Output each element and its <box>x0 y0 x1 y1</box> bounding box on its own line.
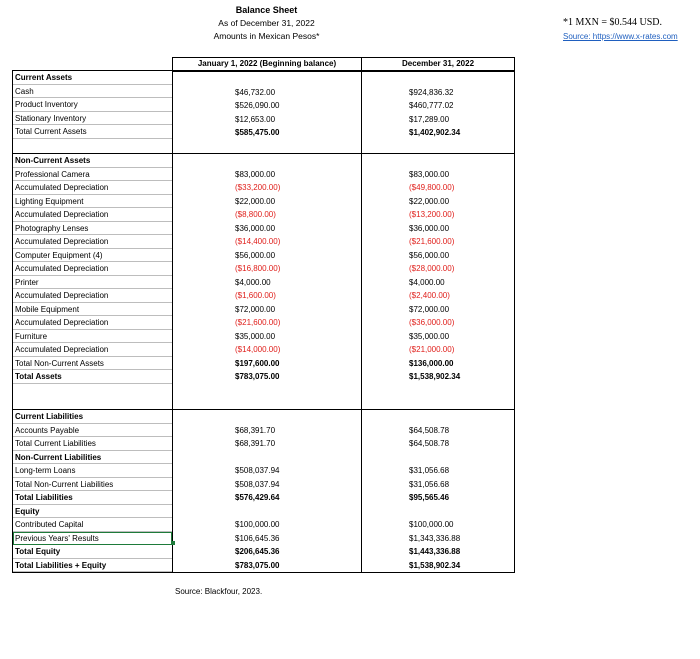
row-label-previous-years-results[interactable]: Previous Years' Results <box>13 532 172 546</box>
cell-b-non-current-liabilities[interactable] <box>362 451 514 465</box>
cell-a-accumulated-depreciation[interactable]: ($8,800.00) <box>235 210 276 219</box>
cell-a-product-inventory[interactable]: $526,090.00 <box>235 101 280 110</box>
row-label-current-liabilities[interactable]: Current Liabilities <box>13 410 172 424</box>
column-header-year-end: December 31, 2022 <box>362 58 514 71</box>
row-label-current-assets[interactable]: Current Assets <box>13 71 172 85</box>
column-year-end <box>362 57 515 573</box>
cell-a-photography-lenses[interactable]: $36,000.00 <box>235 223 276 233</box>
label-section-liabilities-equity <box>13 409 172 572</box>
row-label-total-non-current-liabilities[interactable]: Total Non-Current Liabilities <box>13 478 172 492</box>
row-label-total-non-current-assets[interactable]: Total Non-Current Assets <box>13 357 172 371</box>
cell-b-total-equity[interactable]: $1,443,336.88 <box>409 547 461 556</box>
row-label-professional-camera[interactable]: Professional Camera <box>13 168 172 182</box>
row-label-computer-equipment-4[interactable]: Computer Equipment (4) <box>13 249 172 263</box>
cell-b-current-assets[interactable] <box>362 72 514 86</box>
cell-b-long-term-loans[interactable]: $31,056.68 <box>409 466 450 475</box>
sheet-currency: Amounts in Mexican Pesos* <box>213 31 320 41</box>
cell-b-lighting-equipment[interactable]: $22,000.00 <box>409 196 450 206</box>
label-column <box>12 70 172 573</box>
values-a-current-assets <box>173 71 361 140</box>
cell-b-equity[interactable] <box>362 505 514 519</box>
values-b-non-current-assets <box>362 153 514 384</box>
row-label-accumulated-depreciation[interactable]: Accumulated Depreciation <box>13 316 172 330</box>
cell-b-furniture[interactable]: $35,000.00 <box>409 331 450 341</box>
cell-a-long-term-loans[interactable]: $508,037.94 <box>235 466 280 475</box>
row-label-non-current-liabilities[interactable]: Non-Current Liabilities <box>13 451 172 465</box>
label-section-non-current-assets <box>13 153 172 384</box>
title-block <box>175 4 358 43</box>
cell-b-stationary-inventory[interactable]: $17,289.00 <box>409 114 450 124</box>
cell-b-total-liabilities-equity[interactable]: $1,538,902.34 <box>409 560 461 570</box>
cell-b-non-current-assets[interactable] <box>362 154 514 168</box>
cell-b-accumulated-depreciation[interactable]: ($21,000.00) <box>409 345 455 354</box>
cell-b-accounts-payable[interactable]: $64,508.78 <box>409 425 450 435</box>
cell-a-contributed-capital[interactable]: $100,000.00 <box>235 520 280 529</box>
cell-b-accumulated-depreciation[interactable]: ($49,800.00) <box>409 183 455 192</box>
row-label-total-assets[interactable]: Total Assets <box>13 370 172 384</box>
cell-a-total-liabilities[interactable]: $576,429.64 <box>235 493 280 502</box>
cell-b-accumulated-depreciation[interactable]: ($21,600.00) <box>409 237 455 246</box>
cell-b-previous-years-results[interactable]: $1,343,336.88 <box>409 533 461 543</box>
cell-a-total-equity[interactable]: $206,645.36 <box>235 547 280 556</box>
row-label-contributed-capital[interactable]: Contributed Capital <box>13 518 172 532</box>
values-a-liabilities-equity <box>173 409 361 572</box>
values-a-non-current-assets <box>173 153 361 384</box>
cell-b-total-current-liabilities[interactable]: $64,508.78 <box>409 439 450 448</box>
selection-fill-handle[interactable] <box>171 541 175 545</box>
cell-b-accumulated-depreciation[interactable]: ($2,400.00) <box>409 291 450 300</box>
row-label-accumulated-depreciation[interactable]: Accumulated Depreciation <box>13 208 172 222</box>
row-label-furniture[interactable]: Furniture <box>13 330 172 344</box>
exchange-rate-source-link[interactable]: Source: https://www.x-rates.com <box>563 32 678 41</box>
cell-a-accumulated-depreciation[interactable]: ($1,600.00) <box>235 291 276 300</box>
row-label-printer[interactable]: Printer <box>13 276 172 290</box>
cell-a-stationary-inventory[interactable]: $12,653.00 <box>235 114 276 124</box>
cell-b-product-inventory[interactable]: $460,777.02 <box>409 101 454 110</box>
row-label-mobile-equipment[interactable]: Mobile Equipment <box>13 303 172 317</box>
cell-a-professional-camera[interactable]: $83,000.00 <box>235 169 276 179</box>
cell-b-total-non-current-assets[interactable]: $136,000.00 <box>409 358 454 368</box>
values-b-liabilities-equity <box>362 409 514 572</box>
cell-b-printer[interactable]: $4,000.00 <box>409 277 445 287</box>
balance-sheet-table <box>12 57 515 573</box>
row-label-total-current-liabilities[interactable]: Total Current Liabilities <box>13 437 172 451</box>
column-beginning-balance <box>172 57 362 573</box>
exchange-rate-note: *1 MXN = $0.544 USD. <box>563 17 662 28</box>
row-label-accumulated-depreciation[interactable]: Accumulated Depreciation <box>13 181 172 195</box>
sheet-date: As of December 31, 2022 <box>218 18 315 28</box>
cell-a-accumulated-depreciation[interactable]: ($14,000.00) <box>235 345 281 354</box>
cell-a-current-assets[interactable] <box>173 72 361 86</box>
cell-a-printer[interactable]: $4,000.00 <box>235 277 271 287</box>
values-b-current-assets <box>362 71 514 140</box>
row-label-lighting-equipment[interactable]: Lighting Equipment <box>13 195 172 209</box>
row-label-equity[interactable]: Equity <box>13 505 172 519</box>
cell-a-accumulated-depreciation[interactable]: ($21,600.00) <box>235 318 281 327</box>
cell-b-photography-lenses[interactable]: $36,000.00 <box>409 223 450 233</box>
cell-b-accumulated-depreciation[interactable]: ($36,000.00) <box>409 318 455 327</box>
row-label-stationary-inventory[interactable]: Stationary Inventory <box>13 112 172 126</box>
cell-a-current-liabilities[interactable] <box>173 410 361 424</box>
cell-a-accumulated-depreciation[interactable]: ($33,200.00) <box>235 183 281 192</box>
cell-b-accumulated-depreciation[interactable]: ($13,200.00) <box>409 210 455 219</box>
cell-a-total-non-current-assets[interactable]: $197,600.00 <box>235 358 280 368</box>
row-label-accumulated-depreciation[interactable]: Accumulated Depreciation <box>13 343 172 357</box>
cell-a-total-non-current-liabilities[interactable]: $508,037.94 <box>235 479 280 489</box>
cell-a-cash[interactable]: $46,732.00 <box>235 87 276 97</box>
cell-a-accumulated-depreciation[interactable]: ($14,400.00) <box>235 237 281 246</box>
row-label-accumulated-depreciation[interactable]: Accumulated Depreciation <box>13 262 172 276</box>
row-label-total-liabilities-equity[interactable]: Total Liabilities + Equity <box>13 559 172 573</box>
row-label-total-liabilities[interactable]: Total Liabilities <box>13 491 172 505</box>
cell-b-contributed-capital[interactable]: $100,000.00 <box>409 520 454 529</box>
cell-a-previous-years-results[interactable]: $106,645.36 <box>235 533 280 543</box>
row-label-total-current-assets[interactable]: Total Current Assets <box>13 125 172 139</box>
cell-b-total-non-current-liabilities[interactable]: $31,056.68 <box>409 479 450 489</box>
cell-a-lighting-equipment[interactable]: $22,000.00 <box>235 196 276 206</box>
label-section-current-assets <box>13 71 172 139</box>
cell-a-total-current-liabilities[interactable]: $68,391.70 <box>235 439 276 448</box>
cell-a-accounts-payable[interactable]: $68,391.70 <box>235 425 276 435</box>
cell-b-accumulated-depreciation[interactable]: ($28,000.00) <box>409 264 455 273</box>
cell-b-cash[interactable]: $924,836.32 <box>409 87 454 97</box>
row-label-long-term-loans[interactable]: Long-term Loans <box>13 464 172 478</box>
cell-a-total-current-assets[interactable]: $585,475.00 <box>235 128 280 137</box>
row-label-product-inventory[interactable]: Product Inventory <box>13 98 172 112</box>
row-label-total-equity[interactable]: Total Equity <box>13 545 172 559</box>
cell-a-accumulated-depreciation[interactable]: ($16,800.00) <box>235 264 281 273</box>
cell-a-non-current-liabilities[interactable] <box>173 451 361 465</box>
cell-a-non-current-assets[interactable] <box>173 154 361 168</box>
row-label-accumulated-depreciation[interactable]: Accumulated Depreciation <box>13 289 172 303</box>
cell-a-mobile-equipment[interactable]: $72,000.00 <box>235 304 276 314</box>
cell-b-total-current-assets[interactable]: $1,402,902.34 <box>409 128 461 137</box>
row-label-photography-lenses[interactable]: Photography Lenses <box>13 222 172 236</box>
source-note: Source: Blackfour, 2023. <box>175 587 263 596</box>
cell-a-computer-equipment-4[interactable]: $56,000.00 <box>235 250 276 260</box>
sheet-title: Balance Sheet <box>235 5 298 15</box>
cell-a-furniture[interactable]: $35,000.00 <box>235 331 276 341</box>
cell-a-total-assets[interactable]: $783,075.00 <box>235 372 280 381</box>
cell-a-equity[interactable] <box>173 505 361 519</box>
row-label-accumulated-depreciation[interactable]: Accumulated Depreciation <box>13 235 172 249</box>
row-label-accounts-payable[interactable]: Accounts Payable <box>13 424 172 438</box>
cell-b-professional-camera[interactable]: $83,000.00 <box>409 169 450 179</box>
cell-b-total-liabilities[interactable]: $95,565.46 <box>409 493 450 502</box>
row-label-cash[interactable]: Cash <box>13 85 172 99</box>
cell-b-mobile-equipment[interactable]: $72,000.00 <box>409 304 450 314</box>
cell-b-computer-equipment-4[interactable]: $56,000.00 <box>409 250 450 260</box>
row-label-non-current-assets[interactable]: Non-Current Assets <box>13 154 172 168</box>
cell-b-current-liabilities[interactable] <box>362 410 514 424</box>
cell-a-total-liabilities-equity[interactable]: $783,075.00 <box>235 560 280 570</box>
column-header-beginning: January 1, 2022 (Beginning balance) <box>173 58 361 71</box>
cell-b-total-assets[interactable]: $1,538,902.34 <box>409 372 461 381</box>
